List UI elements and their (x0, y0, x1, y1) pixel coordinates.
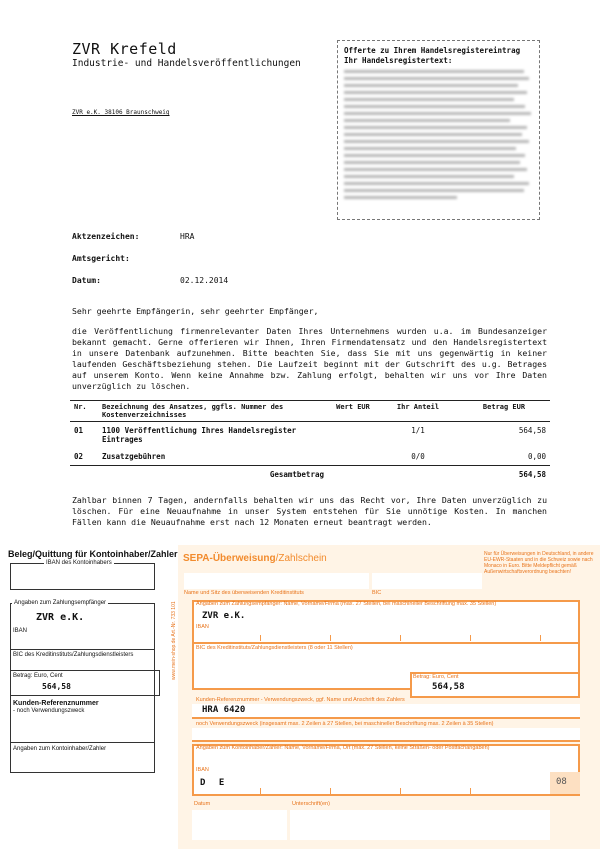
sepa-amount-label: Betrag: Euro, Cent (413, 674, 459, 680)
row-anteil: 0/0 (411, 452, 425, 461)
sepa-recipient-label: Angaben zum Zahlungsempfänger: Name, Vorname/Firma (max. 27 Stellen, bei maschineller Beschriftung max. 35 Stellen) (196, 601, 497, 607)
closing-text: Zahlbar binnen 7 Tagen, andernfalls behalten wir uns das Recht vor, Ihre Daten unverzüglich zu löschen. Für eine Neuaufnahme in unser System entstehen für Sie unnötige Kosten. In manchen Fällen kann die Neuaufnahme erst nach 12 Monaten erneut beantragt werden. (72, 495, 547, 527)
cost-header-row (70, 401, 550, 422)
sepa-date-field[interactable] (192, 810, 287, 840)
sender-line: ZVR e.K. 38106 Braunschweig (72, 109, 170, 116)
sepa-ref-label: Kunden-Referenznummer - Verwendungszweck, ggf. Name und Anschrift des Zahlers (196, 697, 405, 703)
offer-title: Offerte zu Ihrem Handelsregistereintrag Ihr Handelsregistertext: (344, 46, 521, 65)
row-nr: 02 (74, 452, 84, 461)
total-value: 564,58 (458, 466, 550, 484)
row-wert (328, 422, 378, 449)
receipt-recipient-value: ZVR e.K. (36, 612, 85, 623)
sepa-amount-value: 564,58 (432, 682, 465, 692)
sepa-bic-label: BIC des Kreditinstituts/Zahlungsdienstleisters (8 oder 11 Stellen) (196, 645, 353, 651)
sepa-signature-label: Unterschrift(en) (292, 801, 330, 807)
receipt-ref-sub: - noch Verwendungszweck (13, 708, 85, 714)
sepa-side-url: www.mein-shop.de Art.-Nr. 733 101 (171, 601, 177, 680)
col-anteil: Ihr Anteil (378, 401, 458, 422)
letter-body: die Veröffentlichung firmenrelevanter Daten Ihres Unternehmens wurden u.a. im Bundesanzeiger bekannt gemacht. Gerne offerieren wir Ihnen, Ihren Firmendatensatz und den Handelsregistertext in unsere Datenbank aufzunehmen. Bitte beachten Sie, dass Sie mit uns gegenwärtig in keiner laufenden Geschäftsbeziehung stehen. Die Laufzeit beginnt mit der Gutschrift des u.g. Betrages auf unserem Konto. Wenn keine Annahme bzw. Zahlung erfolgt, behalten wir uns vor Ihre Daten unverzüglich zu löschen. (72, 326, 547, 391)
sepa-title-bold: SEPA-Überweisung (183, 553, 276, 564)
sepa-purpose-label: noch Verwendungszweck (insgesamt max. 2 Zeilen à 27 Stellen, bei maschineller Beschriftung max. 2 Zeilen à 35 Stellen) (196, 721, 494, 727)
row-desc: 1100 Veröffentlichung Ihres Handelsregister Eintrages (102, 426, 297, 444)
datum-value: 02.12.2014 (180, 276, 229, 285)
cost-table (70, 400, 550, 483)
aktenzeichen-label: Aktzenzeichen: (72, 232, 140, 241)
receipt-bic-label: BIC des Kreditinstituts/Zahlungsdienstleisters (13, 652, 134, 658)
receipt-amount-label: Betrag: Euro, Cent (13, 673, 63, 679)
row-wert (328, 448, 378, 466)
receipt-payer-label: Angaben zum Kontoinhaber/Zahler (13, 746, 107, 752)
amtsgericht-label: Amtsgericht: (72, 254, 130, 263)
row-nr: 01 (74, 426, 84, 435)
sepa-bank-label: Name und Sitz des überweisenden Kreditinstituts (184, 590, 304, 596)
row-betrag: 564,58 (518, 426, 546, 435)
col-wert: Wert EUR (328, 401, 378, 422)
sepa-bank-field[interactable] (184, 573, 369, 589)
sepa-title (183, 553, 327, 564)
receipt-amount-value: 564,58 (42, 682, 71, 691)
sepa-ref-field[interactable] (192, 704, 580, 719)
col-nr: Nr. (70, 401, 98, 422)
total-label: Gesamtbetrag (98, 466, 328, 484)
sepa-ref-value: HRA 6420 (202, 705, 246, 715)
sepa-iban-label: IBAN (196, 624, 209, 630)
receipt-title: Beleg/Quittung für Kontoinhaber/Zahler (8, 549, 178, 559)
sepa-bic-top-label: BIC (372, 590, 382, 596)
sepa-side-note: Nur für Überweisungen in Deutschland, in andere EU-EWR-Staaten und in die Schweiz sowie nach Monaco in Euro. Bitte Meldepflicht gemäß Außenwirtschaftsverordnung beachten! (484, 551, 594, 575)
sepa-bic-top-field[interactable] (372, 573, 482, 589)
sepa-payer-block (192, 744, 580, 796)
offer-box (337, 40, 540, 220)
brand-name: ZVR Krefeld (72, 40, 177, 58)
sepa-payer-iban-value[interactable]: D E (200, 778, 229, 788)
row-desc: Zusatzgebühren (102, 452, 166, 461)
receipt-iban-header: IBAN des Kontoinhabers (46, 560, 112, 566)
table-row (70, 422, 550, 449)
sepa-purpose-field[interactable] (192, 728, 580, 742)
sepa-signature-field[interactable] (290, 810, 550, 840)
row-betrag: 0,00 (527, 452, 546, 461)
aktenzeichen-value: HRA (180, 232, 195, 241)
col-desc: Bezeichnung des Ansatzes, ggfls. Nummer des Kostenverzeichnisses (98, 401, 328, 422)
col-betrag: Betrag EUR (458, 401, 550, 422)
sepa-payer-iban-label: IBAN (196, 767, 209, 773)
receipt-iban-label: IBAN (13, 628, 28, 634)
receipt-iban-box[interactable] (10, 563, 155, 590)
row-anteil: 1/1 (411, 426, 425, 435)
datum-label: Datum: (72, 276, 101, 285)
receipt-ref-label: Kunden-Referenznummer (13, 700, 99, 707)
sepa-date-label: Datum (194, 801, 211, 807)
sepa-title-rest: /Zahlschein (275, 553, 327, 564)
sepa-recipient-field[interactable]: ZVR e.K. (202, 611, 246, 621)
brand-subtitle: Industrie- und Handelsveröffentlichungen (72, 58, 301, 69)
sepa-payer-label: Angaben zum Kontoinhaber/Zahler: Name, Vorname/Firma, Ort (max. 27 Stellen, keine Straßen- oder Postfachangaben) (196, 745, 490, 751)
sepa-code-value: 08 (556, 777, 567, 787)
salutation: Sehr geehrte Empfängerin, sehr geehrter Empfänger, (72, 306, 319, 316)
total-row (70, 466, 550, 484)
redacted-text (344, 70, 533, 199)
receipt-recipient-label: Angaben zum Zahlungsempfänger (14, 600, 107, 606)
table-row (70, 448, 550, 466)
